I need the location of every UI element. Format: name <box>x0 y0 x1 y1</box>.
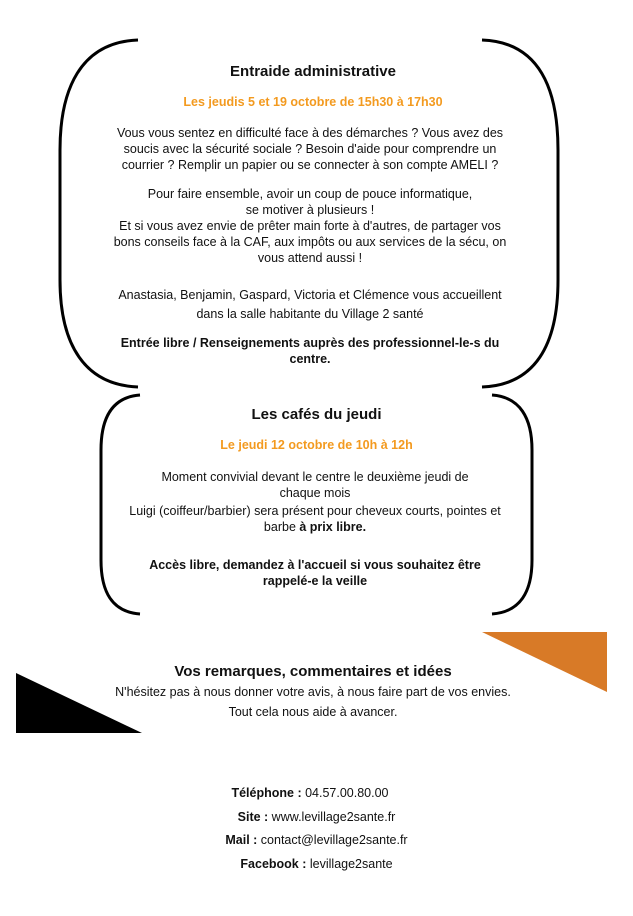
site-label: Site : <box>237 810 269 824</box>
text-line: Vous vous sentez en difficulté face à des démarches ? Vous avez des <box>116 126 504 140</box>
section1-date: Les jeudis 5 et 19 octobre de 15h30 à 17h30 <box>183 95 443 109</box>
feedback-text <box>0 684 626 720</box>
contact-phone <box>0 785 620 801</box>
site-value[interactable]: www.levillage2sante.fr <box>268 810 396 824</box>
section2-date: Le jeudi 12 octobre de 10h à 12h <box>220 438 413 452</box>
text-line: centre. <box>289 352 331 366</box>
text-segment-bold: à prix libre. <box>299 520 367 534</box>
text-line: Accès libre, demandez à l'accueil si vous souhaitez être <box>149 558 481 572</box>
contact-mail <box>0 832 633 848</box>
text-line: N'hésitez pas à nous donner votre avis, à nous faire part de vos envies. <box>115 685 511 699</box>
mail-value[interactable]: contact@levillage2sante.fr <box>257 833 408 847</box>
feedback-title: Vos remarques, commentaires et idées <box>174 663 452 680</box>
text-line: chaque mois <box>279 486 351 500</box>
text-line: courrier ? Remplir un papier ou se connecter à son compte AMELI ? <box>121 158 499 172</box>
text-line: Tout cela nous aide à avancer. <box>228 705 398 719</box>
section1-title: Entraide administrative <box>230 63 396 80</box>
facebook-label: Facebook : <box>240 857 307 871</box>
text-line: Et si vous avez envie de prêter main forte à d'autres, de partager vos <box>119 219 501 233</box>
text-line <box>100 519 530 535</box>
text-line: Entrée libre / Renseignements auprès des professionnel-le-s du <box>120 336 500 350</box>
text-line: soucis avec la sécurité sociale ? Besoin d'aide pour comprendre un <box>123 142 497 156</box>
text-line: Pour faire ensemble, avoir un coup de pouce informatique, <box>147 187 473 201</box>
section2-paragraph3 <box>100 557 530 589</box>
text-line: rappelé-e la veille <box>262 574 368 588</box>
orange-triangle <box>482 632 607 692</box>
section2-paragraph1 <box>100 469 530 501</box>
text-line: vous attend aussi ! <box>257 251 363 265</box>
section2-paragraph2 <box>100 503 530 535</box>
mail-label: Mail : <box>225 833 258 847</box>
section1-paragraph4 <box>60 335 560 367</box>
section2-title: Les cafés du jeudi <box>251 406 382 423</box>
facebook-value[interactable]: levillage2sante <box>306 857 393 871</box>
text-line: Anastasia, Benjamin, Gaspard, Victoria et Clémence vous accueillent <box>118 288 502 302</box>
text-segment: barbe <box>263 520 300 534</box>
contact-site <box>0 809 633 825</box>
text-line: dans la salle habitante du Village 2 santé <box>196 307 424 321</box>
section1-paragraph2 <box>60 186 560 266</box>
phone-value: 04.57.00.80.00 <box>301 786 389 800</box>
text-line: Moment convivial devant le centre le deuxième jeudi de <box>161 470 469 484</box>
section1-paragraph1 <box>60 125 560 173</box>
section1-paragraph3 <box>60 287 560 322</box>
phone-label: Téléphone : <box>231 786 302 800</box>
text-line: Luigi (coiffeur/barbier) sera présent pour cheveux courts, pointes et <box>129 504 501 518</box>
text-line: se motiver à plusieurs ! <box>245 203 375 217</box>
text-line: bons conseils face à la CAF, aux impôts ou aux services de la sécu, on <box>113 235 507 249</box>
contact-facebook <box>0 856 633 872</box>
